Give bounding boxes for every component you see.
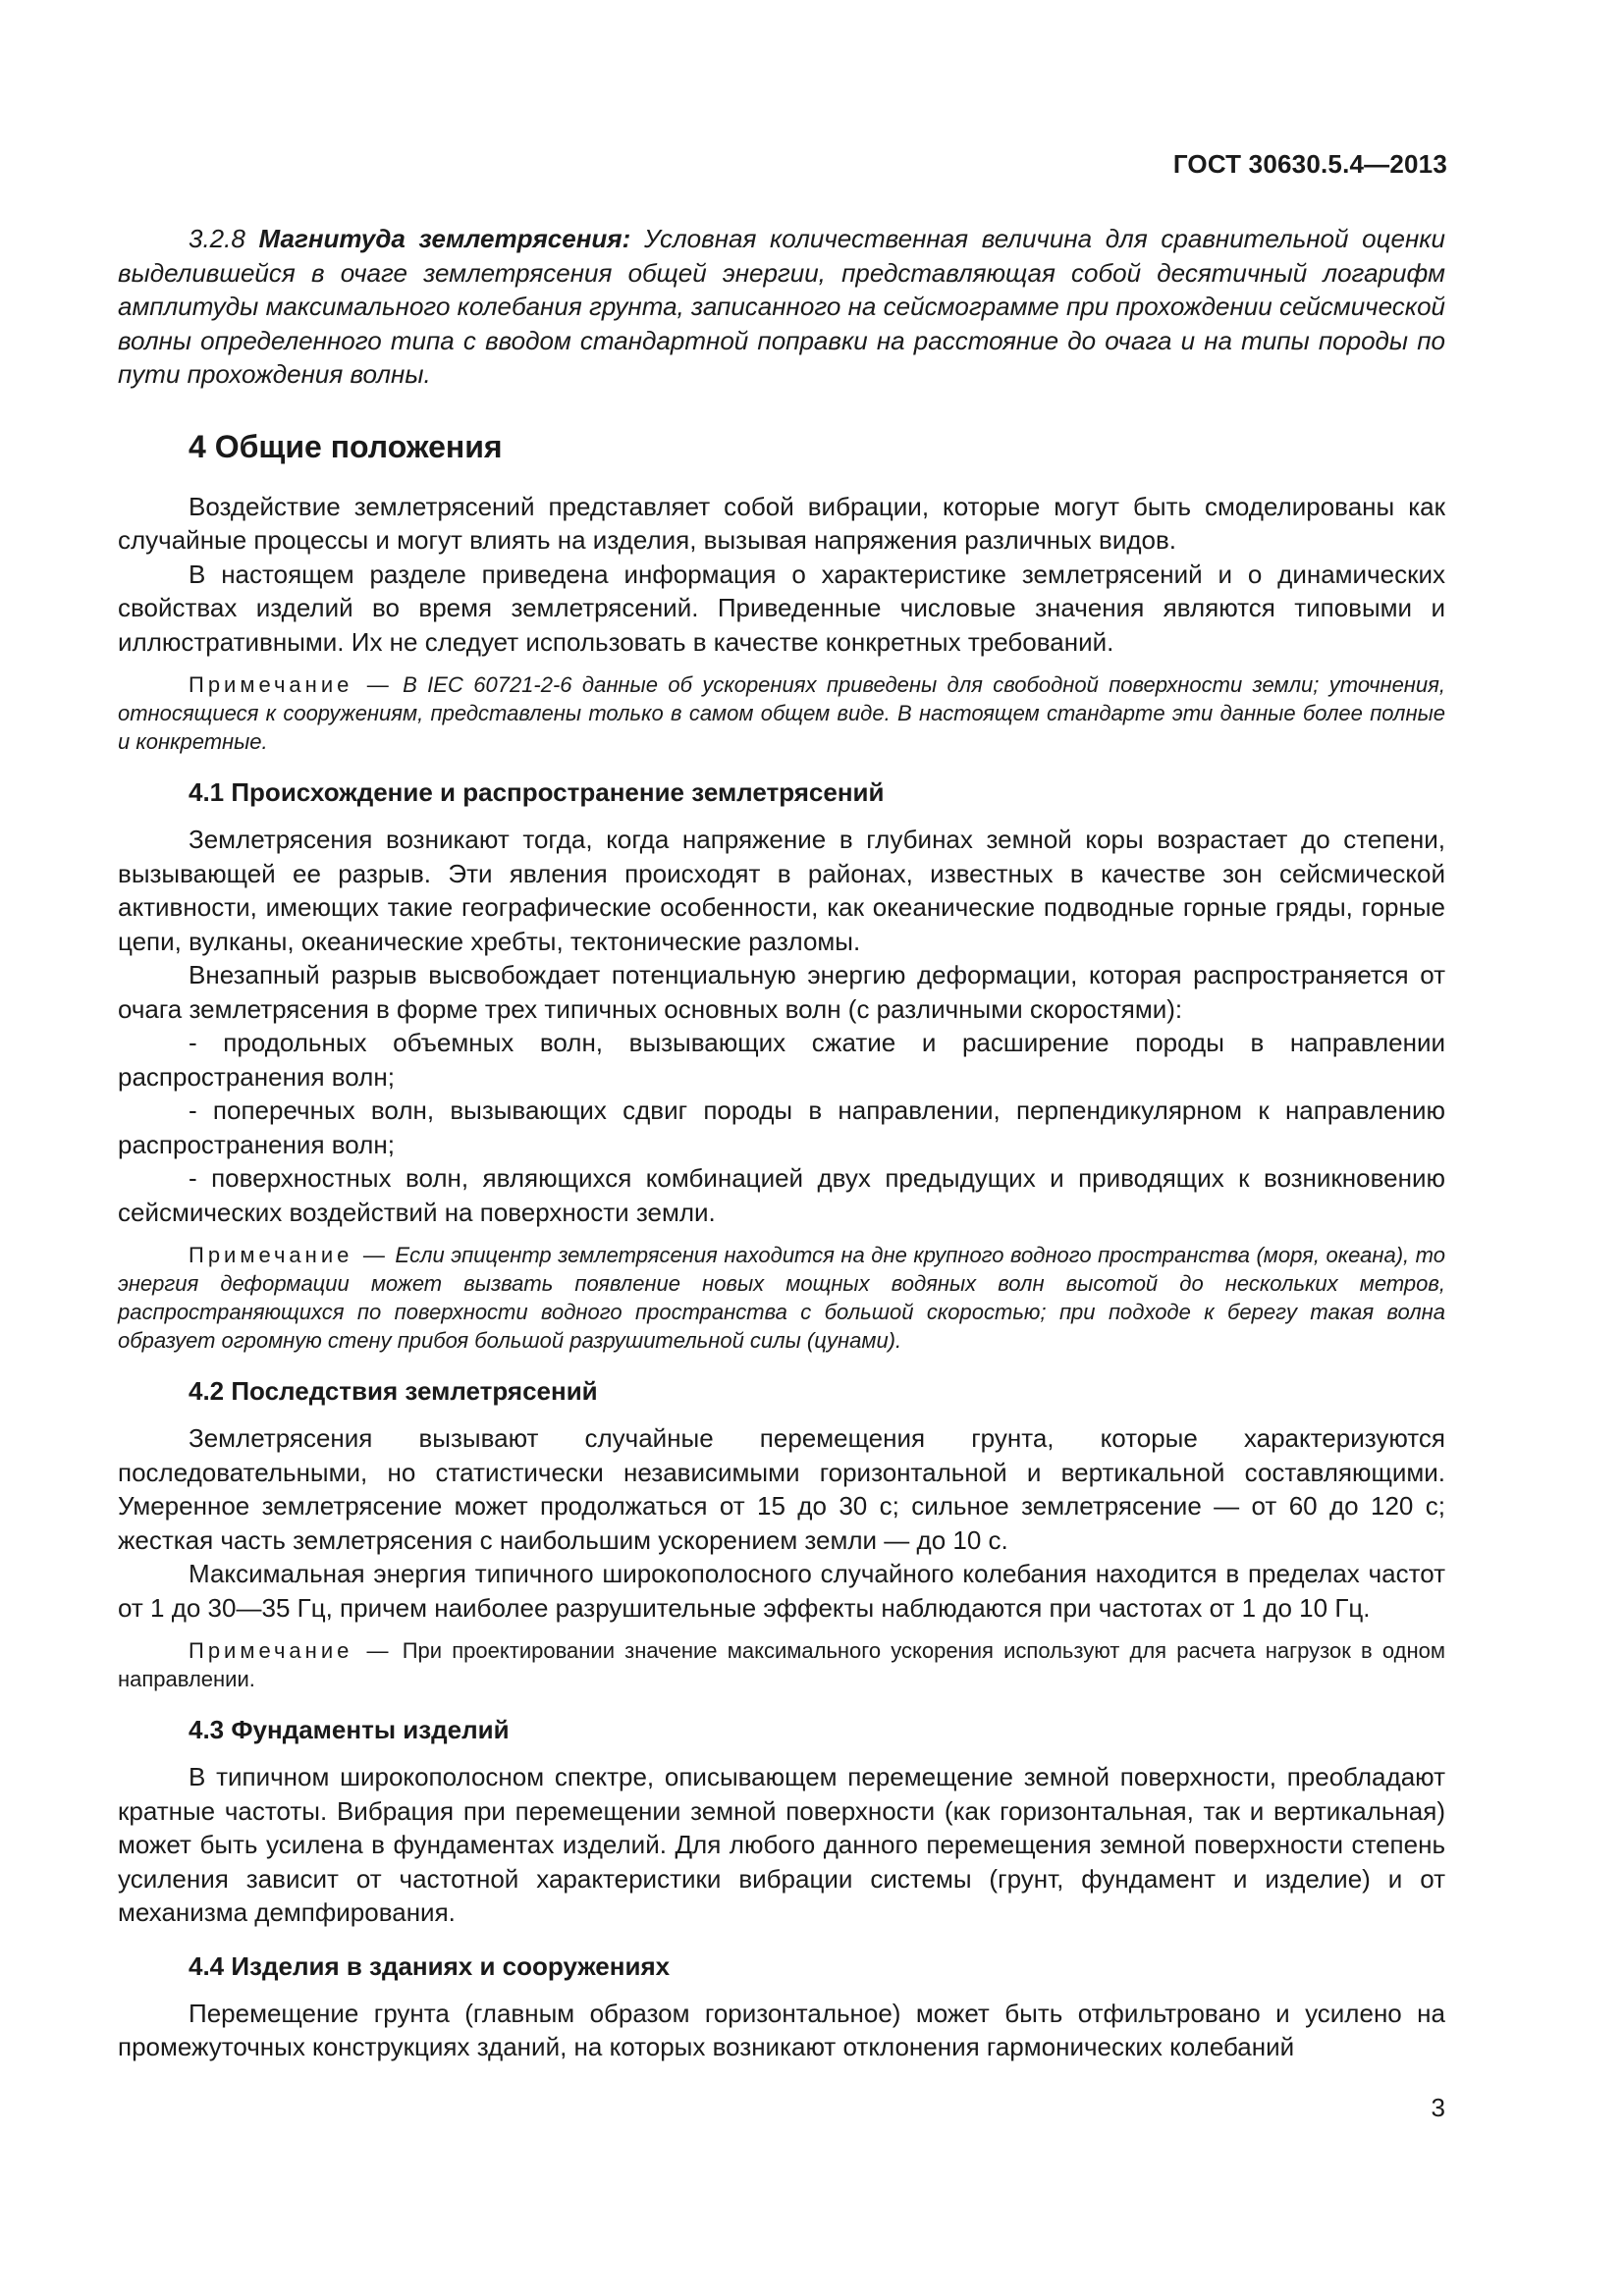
page-number: 3 bbox=[1431, 2093, 1445, 2122]
section-4-paragraph: В настоящем разделе приведена информация о характеристике землетрясений и о динамических свойствах изделий во время землетрясений. Приведенные числовые значения являются типовыми и иллюстративными. Их не следует использовать в качестве конкретных требований. bbox=[118, 559, 1445, 657]
section-4-4-title: 4.4 Изделия в зданиях и сооружениях bbox=[189, 1950, 671, 1981]
section-4-paragraph: Воздействие землетрясений представляет собой вибрации, которые могут быть смоделированы как случайные процессы и могут влиять на изделия, вызывая напряжения различных видов. bbox=[118, 491, 1445, 555]
section-4-2-paragraph: Максимальная энергия типичного широкополосного случайного колебания находится в пределах частот от 1 до 30—35 Гц, причем наиболее разрушительные эффекты наблюдаются при частотах от 1 до 10 Гц. bbox=[118, 1559, 1445, 1623]
note-text: При проектировании значение максимального ускорения используют для расчета нагрузок в одном направлении. bbox=[118, 1638, 1445, 1691]
section-4-4-paragraph: Перемещение грунта (главным образом горизонтальное) может быть отфильтровано и усилено на промежуточных конструкциях зданий, на которых возникают отклонения гармонических колебаний bbox=[118, 1998, 1445, 2061]
document-header: ГОСТ 30630.5.4—2013 bbox=[1172, 149, 1447, 179]
section-4-1-title: 4.1 Происхождение и распространение землетрясений bbox=[189, 777, 885, 807]
section-4-3-title: 4.3 Фундаменты изделий bbox=[189, 1715, 510, 1744]
section-4-title: 4 Общие положения bbox=[189, 428, 503, 464]
note-label: Примечание — bbox=[189, 672, 393, 697]
definition-number: 3.2.8 bbox=[189, 224, 245, 253]
note-label: Примечание — bbox=[189, 1638, 393, 1663]
section-4-2-note bbox=[118, 1636, 1445, 1693]
section-4-1-list-item: - поперечных волн, вызывающих сдвиг породы в направлении, перпендикулярном к направлению распространения волн; bbox=[118, 1095, 1445, 1159]
note-text: В IEC 60721-2-6 данные об ускорениях приведены для свободной поверхности земли; уточнения, относящиеся к сооружениям, представлены только в самом общем виде. В настоящем стандарте эти данные более полные и конкретные. bbox=[118, 672, 1446, 754]
section-4-1-note bbox=[118, 1241, 1445, 1355]
section-4-2-title: 4.2 Последствия землетрясений bbox=[189, 1376, 598, 1406]
section-4-1-paragraph: Землетрясения возникают тогда, когда напряжение в глубинах земной коры возрастает до степени, вызывающей ее разрыв. Эти явления происходят в районах, известных в качестве зон сейсмической активности, имеющих такие географические особенности, как океанические подводные горные гряды, горные цепи, вулканы, океанические хребты, тектонические разломы. bbox=[118, 825, 1445, 956]
section-4-note bbox=[118, 670, 1445, 756]
document-body bbox=[118, 222, 1445, 2064]
section-4-2-paragraph: Землетрясения вызывают случайные перемещения грунта, которые характеризуются последовательными, но статистически независимыми горизонтальной и вертикальной составляющими. Умеренное землетрясение может продолжаться от 15 до 30 с; сильное землетрясение — от 60 до 120 с; жесткая часть землетрясения с наибольшим ускорением земли — до 10 с. bbox=[118, 1423, 1445, 1555]
section-4-1-list-item: - поверхностных волн, являющихся комбинацией двух предыдущих и приводящих к возникновению сейсмических воздействий на поверхности земли. bbox=[118, 1163, 1445, 1227]
note-label: Примечание — bbox=[189, 1243, 389, 1267]
section-4-3-paragraph: В типичном широкополосном спектре, описывающем перемещение земной поверхности, преобладают кратные частоты. Вибрация при перемещении земной поверхности (как горизонтальная, так и вертикальная) может быть усилена в фундаментах изделий. Для любого данного перемещения земной поверхности степень усиления зависит от частотной характеристики вибрации системы (грунт, фундамент и изделие) и от механизма демпфирования. bbox=[118, 1762, 1445, 1927]
definition-3-2-8 bbox=[118, 222, 1445, 392]
definition-text: Условная количественная величина для сравнительной оценки выделившейся в очаге землетрясения общей энергии, представляющая собой десятичный логарифм амплитуды максимального колебания грунта, записанного на сейсмограмме при прохождении сейсмической волны определенного типа с вводом стандартной поправки на расстояние до очага и на типы породы по пути прохождения волны. bbox=[118, 224, 1445, 389]
section-4-1-paragraph: Внезапный разрыв высвобождает потенциальную энергию деформации, которая распространяется от очага землетрясения в форме трех типичных основных волн (с различными скоростями): bbox=[118, 960, 1445, 1024]
section-4-1-list-item: - продольных объемных волн, вызывающих сжатие и расширение породы в направлении распространения волн; bbox=[118, 1028, 1445, 1092]
definition-term: Магнитуда землетрясения: bbox=[258, 224, 631, 253]
note-text: Если эпицентр землетрясения находится на дне крупного водного пространства (моря, океана), то энергия деформации может вызвать появление новых мощных водяных волн высотой до нескольких метров, распространяющихся по поверхности водного пространства с большой скоростью; при подходе к берегу такая волна образует огромную стену прибоя большой разрушительной силы (цунами). bbox=[118, 1243, 1445, 1353]
